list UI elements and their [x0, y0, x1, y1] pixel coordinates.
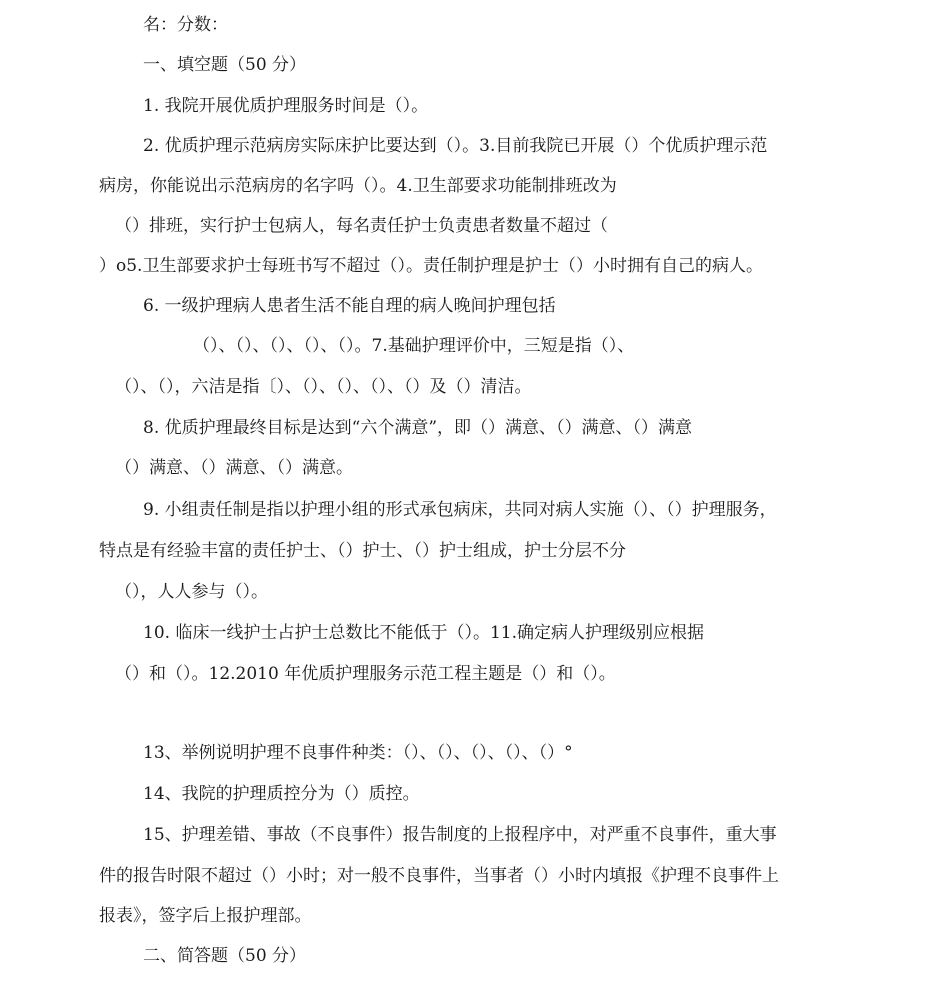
question-line: 特点是有经验丰富的责任护士、（）护士、（）护士组成，护士分层不分 — [99, 541, 626, 561]
question-line: 14、我院的护理质控分为（）质控。 — [143, 784, 420, 804]
question-line: 报表》，签字后上报护理部。 — [99, 906, 312, 926]
question-line: （）和（）。12.2010 年优质护理服务示范工程主题是（）和（）。 — [115, 664, 616, 684]
question-line: ）o5.卫生部要求护士每班书写不超过（）。责任制护理是护士（）小时拥有自己的病人。 — [99, 256, 763, 276]
question-line: （）排班，实行护士包病人，每名责任护士负责患者数量不超过（ — [115, 216, 608, 236]
question-line: 8. 优质护理最终目标是达到“六个满意”，即（）满意、（）满意、（）满意 — [143, 418, 693, 438]
question-line: 6. 一级护理病人患者生活不能自理的病人晚间护理包括 — [143, 296, 556, 316]
header-name-score: 名：分数： — [143, 15, 228, 35]
question-line: 件的报告时限不超过（）小时；对一般不良事件，当事者（）小时内填报《护理不良事件上 — [99, 866, 779, 886]
question-line: 13、举例说明护理不良事件种类：（）、（）、（）、（）、（）° — [143, 743, 573, 763]
question-line: （）、（）、（）、（）、（）。7.基础护理评价中，三短是指（）、 — [193, 336, 635, 356]
question-line: （）、（），六洁是指〔）、（）、（）、（）、（）及（）清洁。 — [115, 377, 532, 397]
question-line: 病房，你能说出示范病房的名字吗（）。4.卫生部要求功能制排班改为 — [99, 176, 617, 196]
question-line: 10. 临床一线护士占护士总数比不能低于（）。11.确定病人护理级别应根据 — [143, 623, 704, 643]
question-line: 15、护理差错、事故（不良事件）报告制度的上报程序中，对严重不良事件，重大事 — [143, 825, 777, 845]
question-line: 2. 优质护理示范病房实际床护比要达到（）。3.目前我院已开展（）个优质护理示范 — [143, 136, 768, 156]
question-line: （），人人参与（）。 — [115, 582, 268, 602]
section-title-fill-in: 一、填空题（50 分） — [143, 55, 307, 75]
question-line: （）满意、（）满意、（）满意。 — [115, 458, 353, 478]
question-line: 1. 我院开展优质护理服务时间是（）。 — [143, 96, 429, 116]
section-title-short-answer: 二、简答题（50 分） — [143, 946, 307, 966]
question-line: 9. 小组责任制是指以护理小组的形式承包病床，共同对病人实施（）、（）护理服务， — [143, 500, 777, 520]
